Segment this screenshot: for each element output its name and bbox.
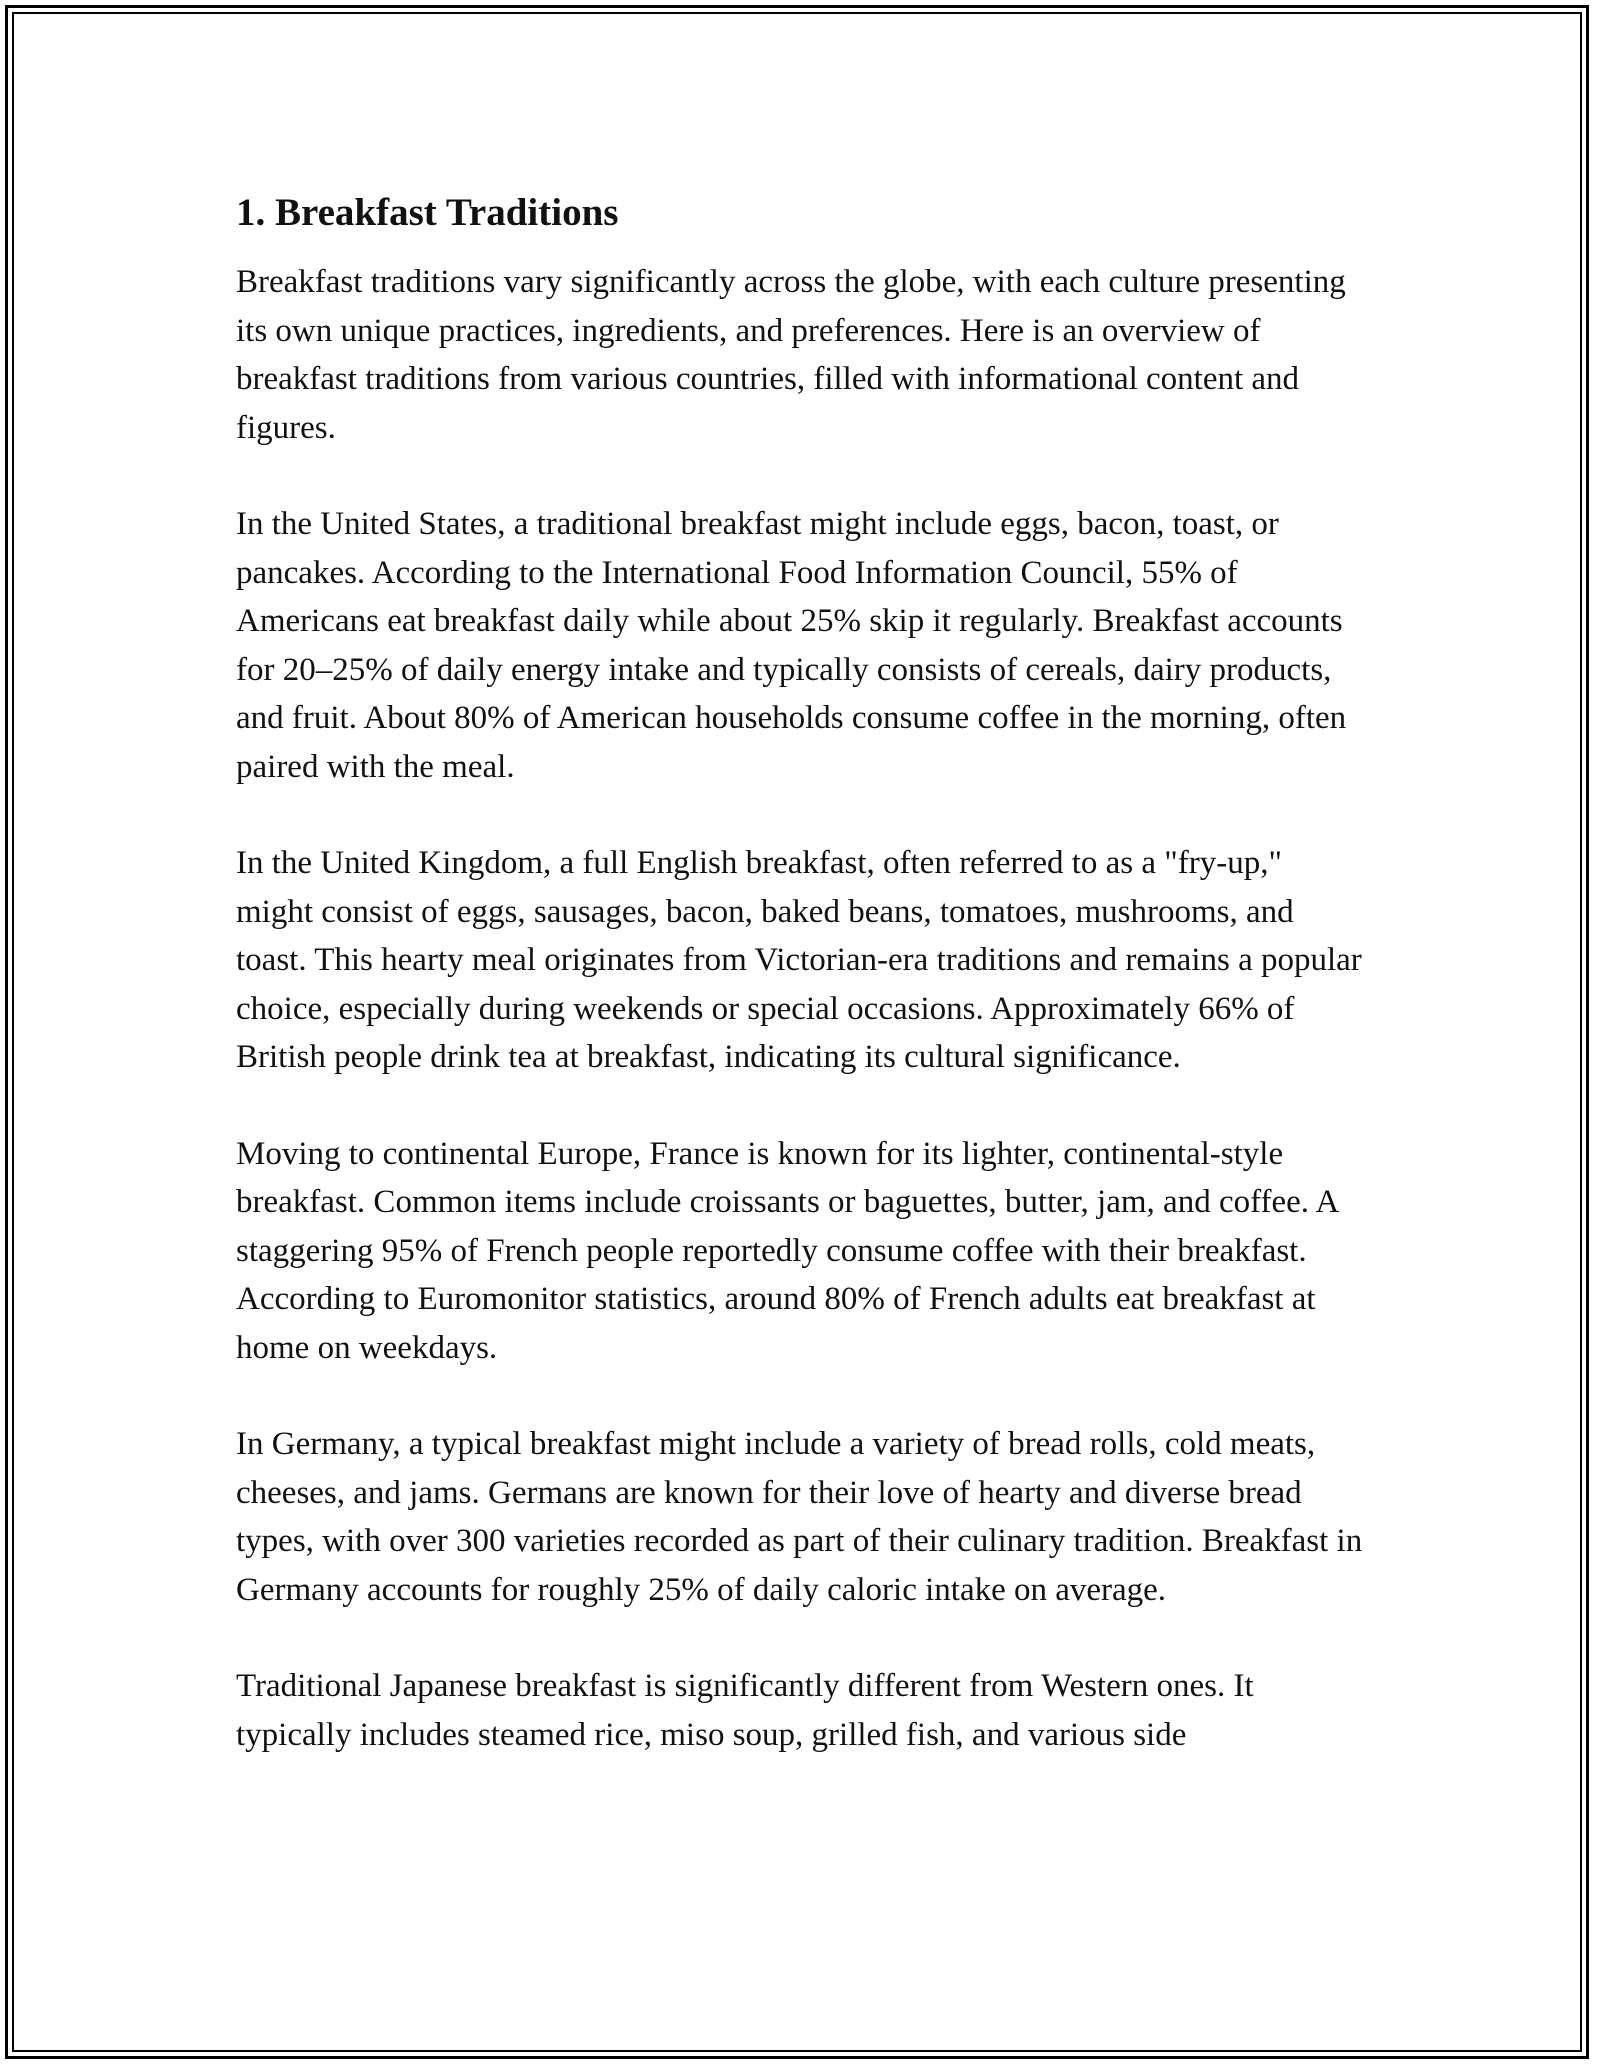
paragraph-united-states: In the United States, a traditional breakfast might include eggs, bacon, toast, or pancakes. According to the International Food Information Council, 55% of Americans eat breakfast daily while about 25% skip it regularly. Breakfast accounts for 20–25% of daily energy intake and typically consists of cereals, dairy products, and fruit. About 80% of American households consume coffee in the morning, often paired with the meal. [236, 506, 1347, 785]
section-heading: 1. Breakfast Traditions [236, 191, 619, 234]
paragraph-france: Moving to continental Europe, France is known for its lighter, continental-style breakfast. Common items include croissants or baguettes, butter, jam, and coffee. A staggering 95% of French people reportedly consume coffee with their breakfast. According to Euromonitor statistics, around 80% of French adults eat breakfast at home on weekdays. [236, 1135, 1338, 1366]
paragraph-germany: In Germany, a typical breakfast might include a variety of bread rolls, cold meats, cheeses, and jams. Germans are known for their love of hearty and diverse bread types, with over 300 varieties recorded as part of their culinary tradition. Breakfast in Germany accounts for roughly 25% of daily caloric intake on average. [236, 1426, 1363, 1608]
paragraph-intro: Breakfast traditions vary significantly across the globe, with each culture presenting its own unique practices, ingredients, and preferences. Here is an overview of breakfast traditions from various countries, filled with informational content and figures. [236, 264, 1346, 446]
paragraph-japan: Traditional Japanese breakfast is significantly different from Western ones. It typically includes steamed rice, miso soup, grilled fish, and various side [236, 1668, 1254, 1753]
paragraph-united-kingdom: In the United Kingdom, a full English breakfast, often referred to as a "fry-up," might consist of eggs, sausages, bacon, baked beans, tomatoes, mushrooms, and toast. This hearty meal originates from Victorian-era traditions and remains a popular choice, especially during weekends or special occasions. Approximately 66% of British people drink tea at breakfast, indicating its cultural significance. [236, 845, 1362, 1075]
document-body [236, 188, 1366, 1807]
